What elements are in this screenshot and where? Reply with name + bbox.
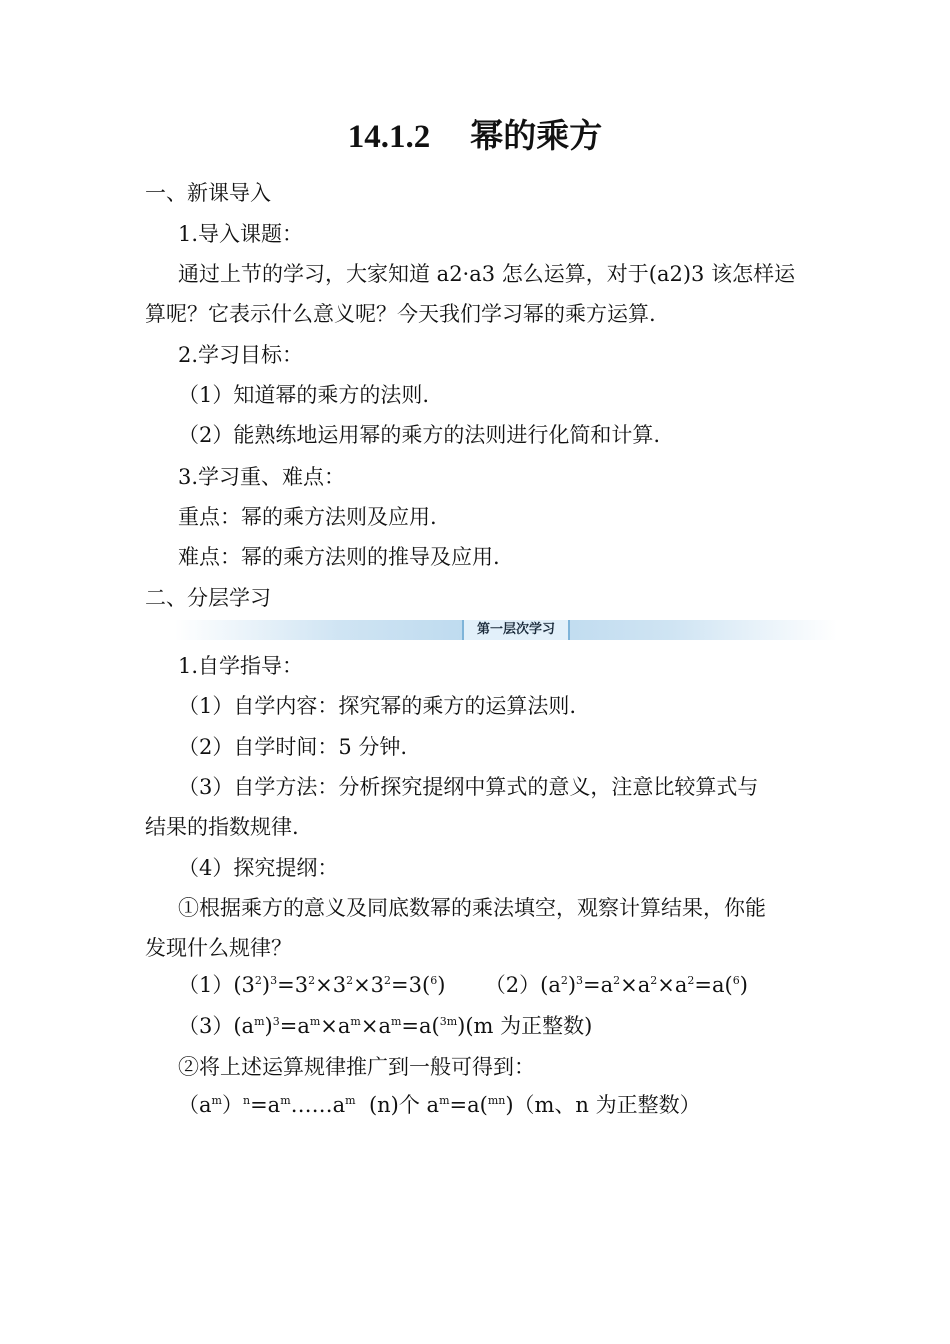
- study-method-line1: （3）自学方法：分析探究提纲中算式的意义，注意比较算式与: [178, 775, 759, 799]
- formula-row-2: [178, 1011, 848, 1041]
- page-title: [0, 114, 950, 160]
- intro-paragraph-line2: 算呢？它表示什么意义呢？今天我们学习幂的乘方运算.: [145, 302, 656, 326]
- key-point: 重点：幂的乘方法则及应用.: [178, 505, 437, 529]
- study-content: （1）自学内容：探究幂的乘方的运算法则.: [178, 694, 577, 718]
- formula-2: $(2)(a^2)^3=a^2\times a^2\times a^2=a(^6)$: [484, 973, 748, 997]
- question2: ②将上述运算规律推广到一般可得到：: [178, 1055, 535, 1079]
- goal-1: （1）知道幂的乘方的法则.: [178, 383, 430, 407]
- self-study-guide: 1.自学指导：: [178, 654, 304, 678]
- item-key-points: 3.学习重、难点：: [178, 465, 346, 489]
- study-method-line2: 结果的指数规律.: [145, 815, 299, 839]
- formula-1: $(1)(3^2)^3=3^2\times 3^2\times 3^2=3(^6)$: [178, 973, 446, 997]
- study-time: （2）自学时间：5 分钟.: [178, 735, 408, 759]
- title-text: 幂的乘方: [470, 119, 603, 155]
- banner-label: 第一层次学习: [462, 620, 570, 640]
- formula-3: $(3)(a^m)^3=a^m\times a^m\times a^m=a(^{3m})(m$ 为正整数): [178, 1014, 593, 1038]
- outline-heading: （4）探究提纲：: [178, 856, 339, 880]
- goal-2: （2）能熟练地运用幂的乘方的法则进行化简和计算.: [178, 423, 661, 447]
- question1-line2: 发现什么规律？: [145, 936, 292, 960]
- difficulty-point: 难点：幂的乘方法则的推导及应用.: [178, 545, 500, 569]
- general-formula: $(a^m)^n=a^m\dots\dots a^m$ (n)个 $a^m=a(^{mn})(m$、n 为正整数）: [178, 1093, 701, 1117]
- first-level-banner: [175, 620, 837, 640]
- section-heading-layered: 二、分层学习: [145, 586, 271, 610]
- title-number: 14.1.2: [347, 119, 431, 155]
- intro-paragraph-line1: 通过上节的学习，大家知道 a2·a3 怎么运算，对于(a2)3 该怎样运: [178, 262, 796, 286]
- formula-row-1: [178, 970, 848, 1000]
- item-learning-goals: 2.学习目标：: [178, 343, 304, 367]
- question1-line1: ①根据乘方的意义及同底数幂的乘法填空，观察计算结果，你能: [178, 896, 766, 920]
- item-import-topic: 1.导入课题：: [178, 222, 304, 246]
- section-heading-intro: 一、新课导入: [145, 181, 271, 205]
